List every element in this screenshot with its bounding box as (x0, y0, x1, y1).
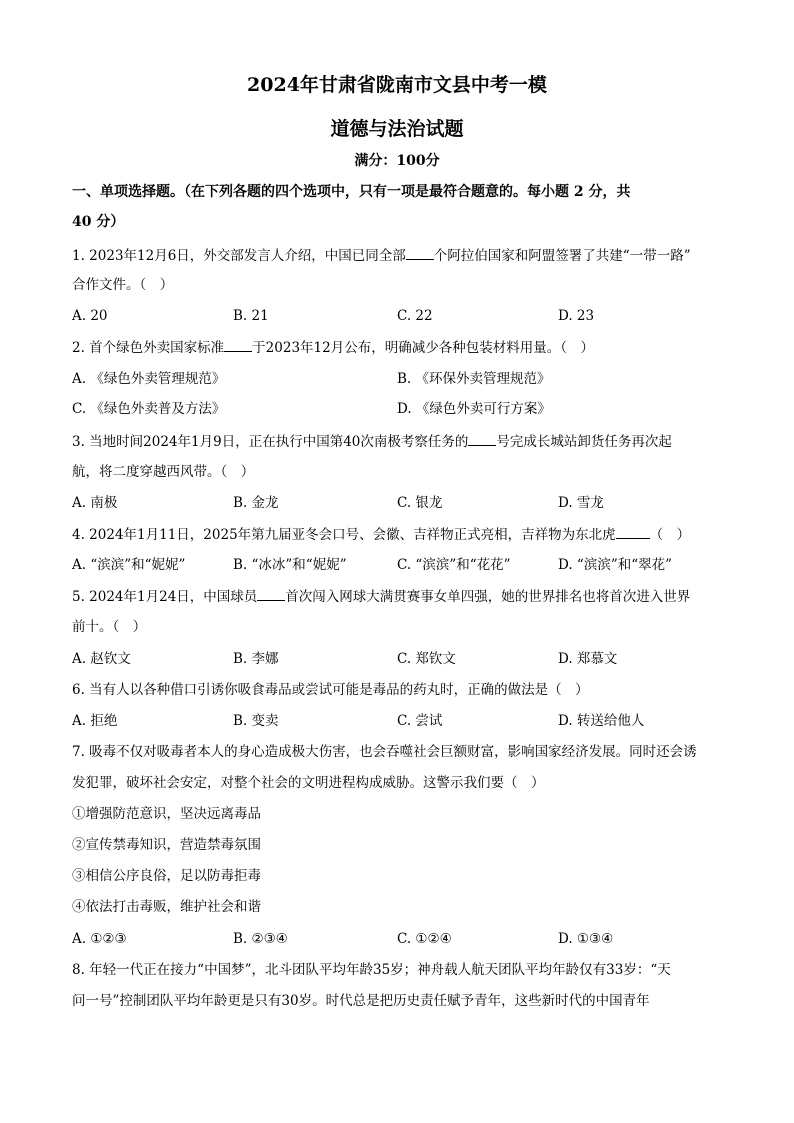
statement-3: ③相信公序良俗，足以防毒拒毒 (72, 868, 261, 884)
question-8: 8. 年轻一代正在接力“中国梦”，北斗团队平均年龄35岁；神舟载人航天团队平均年龄仅有33岁：“天 (72, 962, 671, 978)
question-text: 1. 2023年12月6日，外交部发言人介绍，中国已同全部 (72, 248, 406, 264)
question-3-cont: 航，将二度穿越西风带。（ ） (72, 464, 255, 480)
answer-blank (468, 431, 496, 446)
exam-title: 2024年甘肃省陇南市文县中考一模 (247, 74, 547, 96)
question-7-cont: 发犯罪，破坏社会安定，对整个社会的文明进程构成威胁。这警示我们要（ ） (72, 775, 545, 791)
question-5 (72, 586, 690, 607)
option-a: A. 20 (72, 308, 108, 324)
option-c: C. 尝试 (397, 713, 443, 729)
option-c: C. 银龙 (397, 495, 443, 511)
question-2 (72, 337, 594, 358)
option-b: B. 21 (233, 308, 269, 324)
question-text: 号完成长城站卸货任务再次起 (496, 434, 672, 450)
question-8-cont: 问一号”控制团队平均年龄更是只有30岁。时代总是把历史责任赋予青年，这些新时代的中国青年 (72, 993, 650, 1009)
question-text: 个阿拉伯国家和阿盟签署了共建“一带一路” (433, 248, 691, 264)
option-a: A. 南极 (72, 495, 118, 511)
exam-subject: 道德与法治试题 (330, 118, 464, 140)
question-text: 5. 2024年1月24日，中国球员 (72, 589, 258, 605)
option-c: C. ①②④ (397, 931, 452, 947)
option-b: B. “冰冰”和“妮妮” (233, 557, 347, 573)
option-c: C. 22 (397, 308, 433, 324)
question-3 (72, 431, 672, 452)
option-d: D. “滨滨”和“翠花” (558, 557, 673, 573)
option-a: A. 赵钦文 (72, 651, 131, 667)
option-d: D. 郑慕文 (558, 651, 618, 667)
question-7: 7. 吸毒不仅对吸毒者本人的身心造成极大伤害，也会吞噬社会巨额财富，影响国家经济发展。同时还会诱 (72, 744, 697, 760)
option-d: D. 23 (558, 308, 595, 324)
section-heading-cont: 40 分） (72, 214, 125, 230)
option-b: B. 李娜 (233, 651, 279, 667)
answer-blank (257, 586, 285, 601)
question-1-cont: 合作文件。（ ） (72, 277, 174, 293)
question-5-cont: 前十。（ ） (72, 619, 147, 635)
section-heading: 一、单项选择题。（在下列各题的四个选项中，只有一项是最符合题意的。每小题 2 分，共 (72, 184, 631, 200)
statement-1: ①增强防范意识，坚决远离毒品 (72, 806, 261, 822)
option-d: D. 《绿色外卖可行方案》 (397, 401, 551, 417)
option-c: C. “滨滨”和“花花” (397, 557, 511, 573)
option-a: A. “滨滨”和“妮妮” (72, 557, 186, 573)
answer-blank (224, 337, 252, 352)
option-d: D. 转送给他人 (558, 713, 645, 729)
option-d: D. ①③④ (558, 931, 614, 947)
option-b: B. ②③④ (233, 931, 288, 947)
option-a: A. ①②③ (72, 931, 127, 947)
question-text: 3. 当地时间2024年1月9日，正在执行中国第40次南极考察任务的 (72, 434, 469, 450)
question-1 (72, 245, 691, 266)
question-4 (72, 524, 690, 545)
question-text: 4. 2024年1月11日，2025年第九届亚冬会口号、会徽、吉祥物正式亮相，吉祥物为东北虎 (72, 527, 616, 543)
answer-blank (616, 524, 650, 539)
statement-4: ④依法打击毒贩，维护社会和谐 (72, 899, 261, 915)
question-text: 首次闯入网球大满贯赛事女单四强，她的世界排名也将首次进入世界 (285, 589, 691, 605)
option-c: C. 郑钦文 (397, 651, 456, 667)
statement-2: ②宣传禁毒知识，营造禁毒氛围 (72, 837, 261, 853)
option-b: B. 金龙 (233, 495, 279, 511)
question-6: 6. 当有人以各种借口引诱你吸食毒品或尝试可能是毒品的药丸时，正确的做法是（ ） (72, 682, 589, 698)
option-b: B. 《环保外卖管理规范》 (397, 371, 551, 387)
question-text: 2. 首个绿色外卖国家标准 (72, 340, 225, 356)
option-d: D. 雪龙 (558, 495, 604, 511)
question-text: （ ） (649, 527, 691, 543)
exam-score: 满分：100分 (354, 153, 440, 169)
question-text: 于2023年12月公布，明确减少各种包装材料用量。（ ） (252, 340, 594, 356)
option-a: A. 《绿色外卖管理规范》 (72, 371, 226, 387)
answer-blank (406, 245, 434, 260)
option-a: A. 拒绝 (72, 713, 118, 729)
option-c: C. 《绿色外卖普及方法》 (72, 401, 226, 417)
option-b: B. 变卖 (233, 713, 279, 729)
